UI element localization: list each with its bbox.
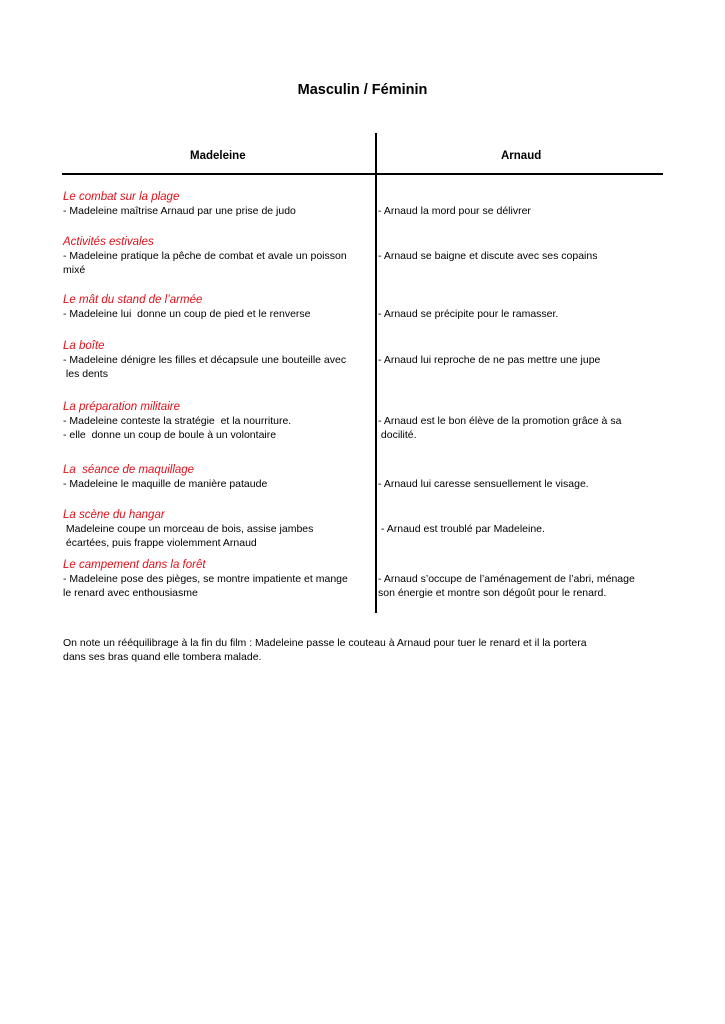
madeleine-text: - Madeleine maîtrise Arnaud par une prise de judo — [63, 205, 296, 217]
madeleine-text: - Madeleine le maquille de manière pataude — [63, 478, 268, 490]
arnaud-text: - Arnaud la mord pour se délivrer — [378, 205, 531, 217]
section-campement-foret — [63, 558, 373, 600]
madeleine-text: Madeleine coupe un morceau de bois, assise jambes écartées, puis frappe violemment Arnaud — [65, 523, 314, 549]
section-heading: Activités estivales — [63, 236, 154, 248]
madeleine-text: - Madeleine lui donne un coup de pied et le renverse — [63, 308, 311, 320]
arnaud-text: - Arnaud lui reproche de ne pas mettre une jupe — [378, 354, 601, 366]
header-divider — [62, 173, 663, 175]
conclusion-note: On note un rééquilibrage à la fin du film : Madeleine passe le couteau à Arnaud pour tuer le renard et il la portera dans ses bras quand elle tombera malade. — [63, 637, 587, 663]
page-title: Masculin / Féminin — [297, 82, 428, 98]
arnaud-text: - Arnaud lui caresse sensuellement le visage. — [378, 478, 589, 490]
section-scene-hangar — [63, 508, 373, 550]
section-mat-stand — [63, 293, 373, 321]
section-heading: La boîte — [63, 340, 105, 352]
section-combat-plage — [63, 190, 373, 218]
section-heading: La préparation militaire — [63, 401, 180, 413]
section-heading: Le combat sur la plage — [63, 191, 180, 203]
madeleine-text: - Madeleine conteste la stratégie et la nourriture. - elle donne un coup de boule à un volontaire — [63, 415, 292, 441]
section-activites-estivales — [63, 235, 373, 277]
madeleine-text: - Madeleine dénigre les filles et décapsule une bouteille avec les dents — [63, 354, 347, 380]
section-heading: Le mât du stand de l’armée — [63, 294, 203, 306]
section-seance-maquillage — [63, 463, 373, 491]
section-heading: La séance de maquillage — [63, 464, 195, 476]
arnaud-text: - Arnaud se précipite pour le ramasser. — [378, 308, 559, 320]
arnaud-text: - Arnaud se baigne et discute avec ses copains — [378, 250, 598, 262]
section-boite — [63, 339, 373, 381]
madeleine-text: - Madeleine pratique la pêche de combat et avale un poisson mixé — [63, 250, 347, 276]
madeleine-text: - Madeleine pose des pièges, se montre impatiente et mange le renard avec enthousiasme — [63, 573, 348, 599]
column-header-arnaud: Arnaud — [501, 150, 542, 162]
section-preparation-militaire — [63, 400, 373, 442]
column-divider — [375, 133, 377, 613]
section-heading: La scène du hangar — [63, 509, 165, 521]
arnaud-text: - Arnaud s’occupe de l’aménagement de l’abri, ménage son énergie et montre son dégoût pour le renard. — [378, 573, 635, 599]
arnaud-text: - Arnaud est le bon élève de la promotion grâce à sa docilité. — [378, 415, 622, 441]
column-header-madeleine: Madeleine — [190, 150, 246, 162]
arnaud-text: - Arnaud est troublé par Madeleine. — [378, 523, 545, 535]
section-heading: Le campement dans la forêt — [63, 559, 206, 571]
